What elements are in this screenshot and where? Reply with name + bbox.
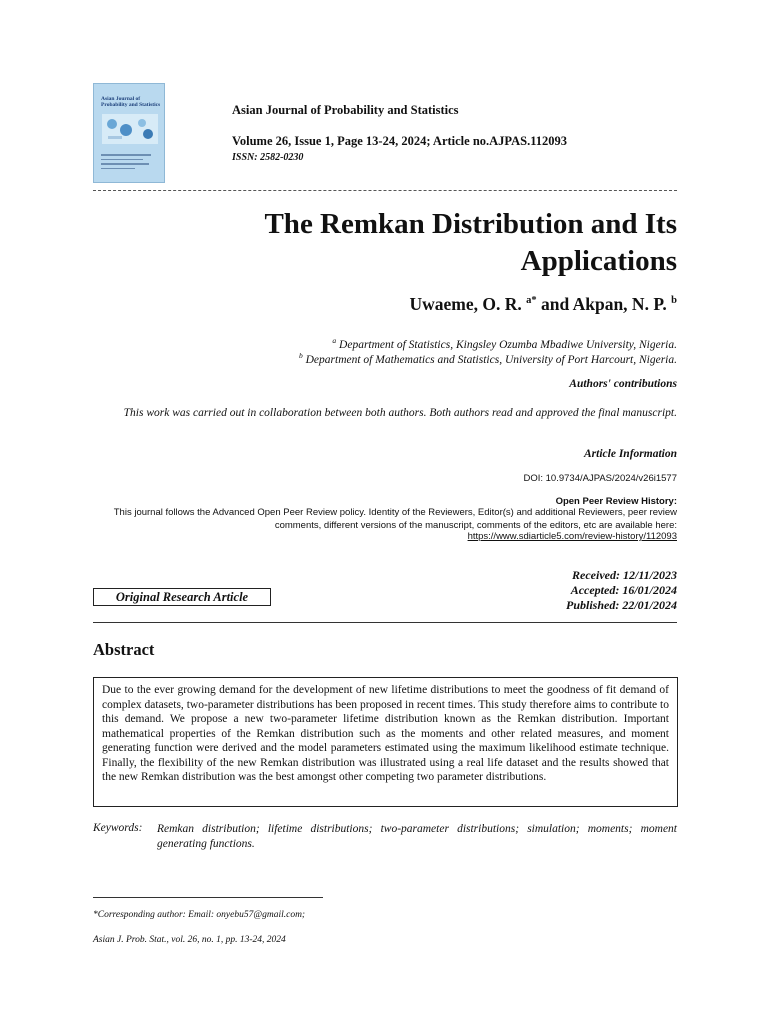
author-1-sup: a* <box>526 295 537 307</box>
article-title <box>197 206 677 280</box>
doi: DOI: 10.9734/AJPAS/2024/v26i1577 <box>523 473 677 484</box>
footnote-divider <box>93 897 323 898</box>
journal-name: Asian Journal of Probability and Statistics <box>232 103 459 117</box>
peer-review-text: This journal follows the Advanced Open Peer Review policy. Identity of the Reviewers, Editor(s) and additional Reviewers, peer review comments, different versions of the manuscript, comments of the editors, etc are available here: <box>113 507 677 531</box>
contributions-text: This work was carried out in collaboration between both authors. Both authors read and approved the final manuscript. <box>123 407 677 419</box>
keywords-text: Remkan distribution; lifetime distributions; two-parameter distributions; simulation; moments; moment generating functions. <box>157 823 677 850</box>
contributions-heading: Authors' contributions <box>569 378 677 390</box>
affiliation-b-sup: b <box>299 351 303 360</box>
peer-review-link[interactable]: https://www.sdiarticle5.com/review-history/112093 <box>467 531 677 542</box>
author-1: Uwaeme, O. R. <box>409 294 522 314</box>
corresponding-author-note: *Corresponding author: Email: onyebu57@gmail.com; <box>93 910 306 920</box>
abstract-box <box>93 677 678 807</box>
volume-line: Volume 26, Issue 1, Page 13-24, 2024; Article no.AJPAS.112093 <box>232 134 568 148</box>
article-dates <box>566 568 677 613</box>
abstract-text: Due to the ever growing demand for the development of new lifetime distributions to meet the goodness of fit demand of complex datasets, two-parameter distributions has been proposed in recent times. This study therefore aims to contribute to this demand. We propose a new two-parameter lifetime distribution known as the Remkan distribution. Important mathematical properties of the Remkan distribution such as the moments and other related measures, and moment generating function were derived and the model parameters estimated using the maximum likelihood estimate technique. Finally, the flexibility of the new Remkan distribution was illustrated using a real life dataset and the results showed that the new Remkan distribution was the best amongst other competing two parameter distributions. <box>102 684 669 783</box>
accepted-date: Accepted: 16/01/2024 <box>570 583 677 597</box>
published-date: Published: 22/01/2024 <box>565 598 677 612</box>
keywords-label: Keywords: <box>93 822 143 834</box>
affiliation-a-sup: a <box>332 336 337 345</box>
title-line-2: Applications <box>520 245 677 277</box>
received-date: Received: 12/11/2023 <box>572 568 677 582</box>
cover-title: Asian Journal of Probability and Statistics <box>101 96 161 108</box>
title-line-1: The Remkan Distribution and Its <box>264 208 677 240</box>
affiliation-b <box>299 351 677 366</box>
author-line <box>409 294 677 315</box>
section-divider <box>93 622 677 623</box>
affiliation-a-text: Department of Statistics, Kingsley Ozumba Mbadiwe University, Nigeria. <box>339 338 677 351</box>
journal-cover-image <box>93 83 165 183</box>
author-2-sup: b <box>671 295 677 307</box>
author-2: and Akpan, N. P. <box>540 294 667 314</box>
affiliation-a <box>332 336 677 351</box>
header-divider <box>93 190 677 191</box>
citation-line: Asian J. Prob. Stat., vol. 26, no. 1, pp. 13-24, 2024 <box>93 935 286 945</box>
cover-text-lines <box>101 154 157 172</box>
article-type-badge: Original Research Article <box>93 588 271 606</box>
abstract-heading: Abstract <box>93 640 155 659</box>
article-info-heading: Article Information <box>584 448 677 460</box>
affiliation-b-text: Department of Mathematics and Statistics, University of Port Harcourt, Nigeria. <box>305 353 677 366</box>
cover-artwork <box>102 114 158 144</box>
peer-review-heading: Open Peer Review History: <box>555 496 677 507</box>
issn: ISSN: 2582-0230 <box>232 152 304 163</box>
